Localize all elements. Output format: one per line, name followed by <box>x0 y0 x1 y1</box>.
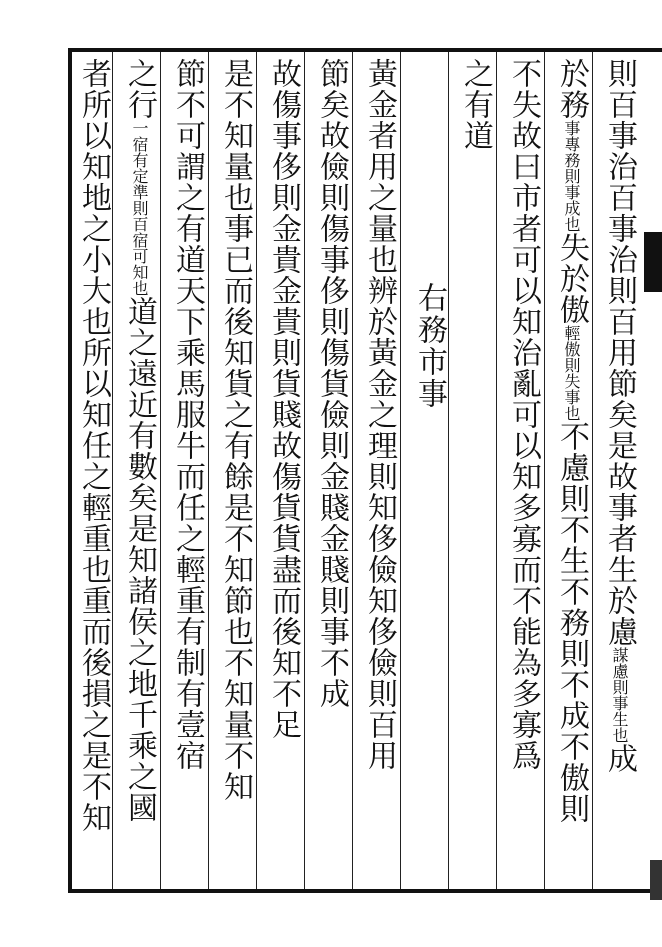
main-text: 不慮則不生不務則不成不傲則 <box>554 421 589 824</box>
main-text: 節不可謂之有道天下乘馬服牛而任之輕重有制有壹宿 <box>170 58 205 771</box>
text-column-7 <box>310 58 352 888</box>
main-text: 成 <box>602 743 637 774</box>
main-text: 之行 <box>122 58 157 120</box>
section-heading: 右務市事 <box>412 282 447 410</box>
column-rule <box>400 52 401 889</box>
column-rule <box>496 52 497 889</box>
main-text: 不失故曰市者可以知治亂可以知多寡而不能為多寡爲 <box>506 58 541 771</box>
text-column-2 <box>550 58 592 888</box>
text-column-11 <box>118 58 160 888</box>
main-text: 失於傲 <box>554 232 589 325</box>
text-column-1 <box>598 58 640 888</box>
main-text: 於務 <box>554 58 589 120</box>
page-edge-mark <box>650 860 662 900</box>
column-rule <box>256 52 257 889</box>
commentary-note: 輕傲則失事也 <box>562 325 581 421</box>
commentary-note: 事專務則事成也 <box>562 120 581 232</box>
column-rule <box>592 52 593 889</box>
text-column-10 <box>166 58 208 888</box>
text-column-6 <box>358 58 400 888</box>
column-rule <box>208 52 209 889</box>
column-rule <box>352 52 353 889</box>
commentary-note: 一宿有定準則百宿可知也 <box>130 120 149 296</box>
main-text: 節矣故儉則傷事侈則傷貨儉則金賤金賤則事不成 <box>314 58 349 709</box>
main-text: 是不知量也事已而後知貨之有餘是不知節也不知量不知 <box>218 58 253 802</box>
commentary-note: 謀慮則事生也 <box>610 647 629 743</box>
text-column-9 <box>214 58 256 888</box>
main-text: 黃金者用之量也辨於黃金之理則知侈儉知侈儉則百用 <box>362 58 397 771</box>
main-text: 者所以知地之小大也所以知任之輕重也重而後損之是不知 <box>76 58 111 833</box>
page-edge-mark <box>644 232 662 292</box>
main-text: 之有道 <box>458 58 493 151</box>
main-text: 則百事治百事治則百用節矣是故事者生於慮 <box>602 58 637 647</box>
column-rule <box>304 52 305 889</box>
column-rule <box>544 52 545 889</box>
column-rule <box>160 52 161 889</box>
text-column-4 <box>454 58 496 888</box>
text-column-3 <box>502 58 544 888</box>
text-column-12 <box>72 58 114 888</box>
text-column-8 <box>262 58 304 888</box>
main-text: 道之遠近有數矣是知諸侯之地千乘之國 <box>122 296 157 823</box>
main-text: 故傷事侈則金貴金貴則貨賤故傷貨貨盡而後知不足 <box>266 58 301 740</box>
